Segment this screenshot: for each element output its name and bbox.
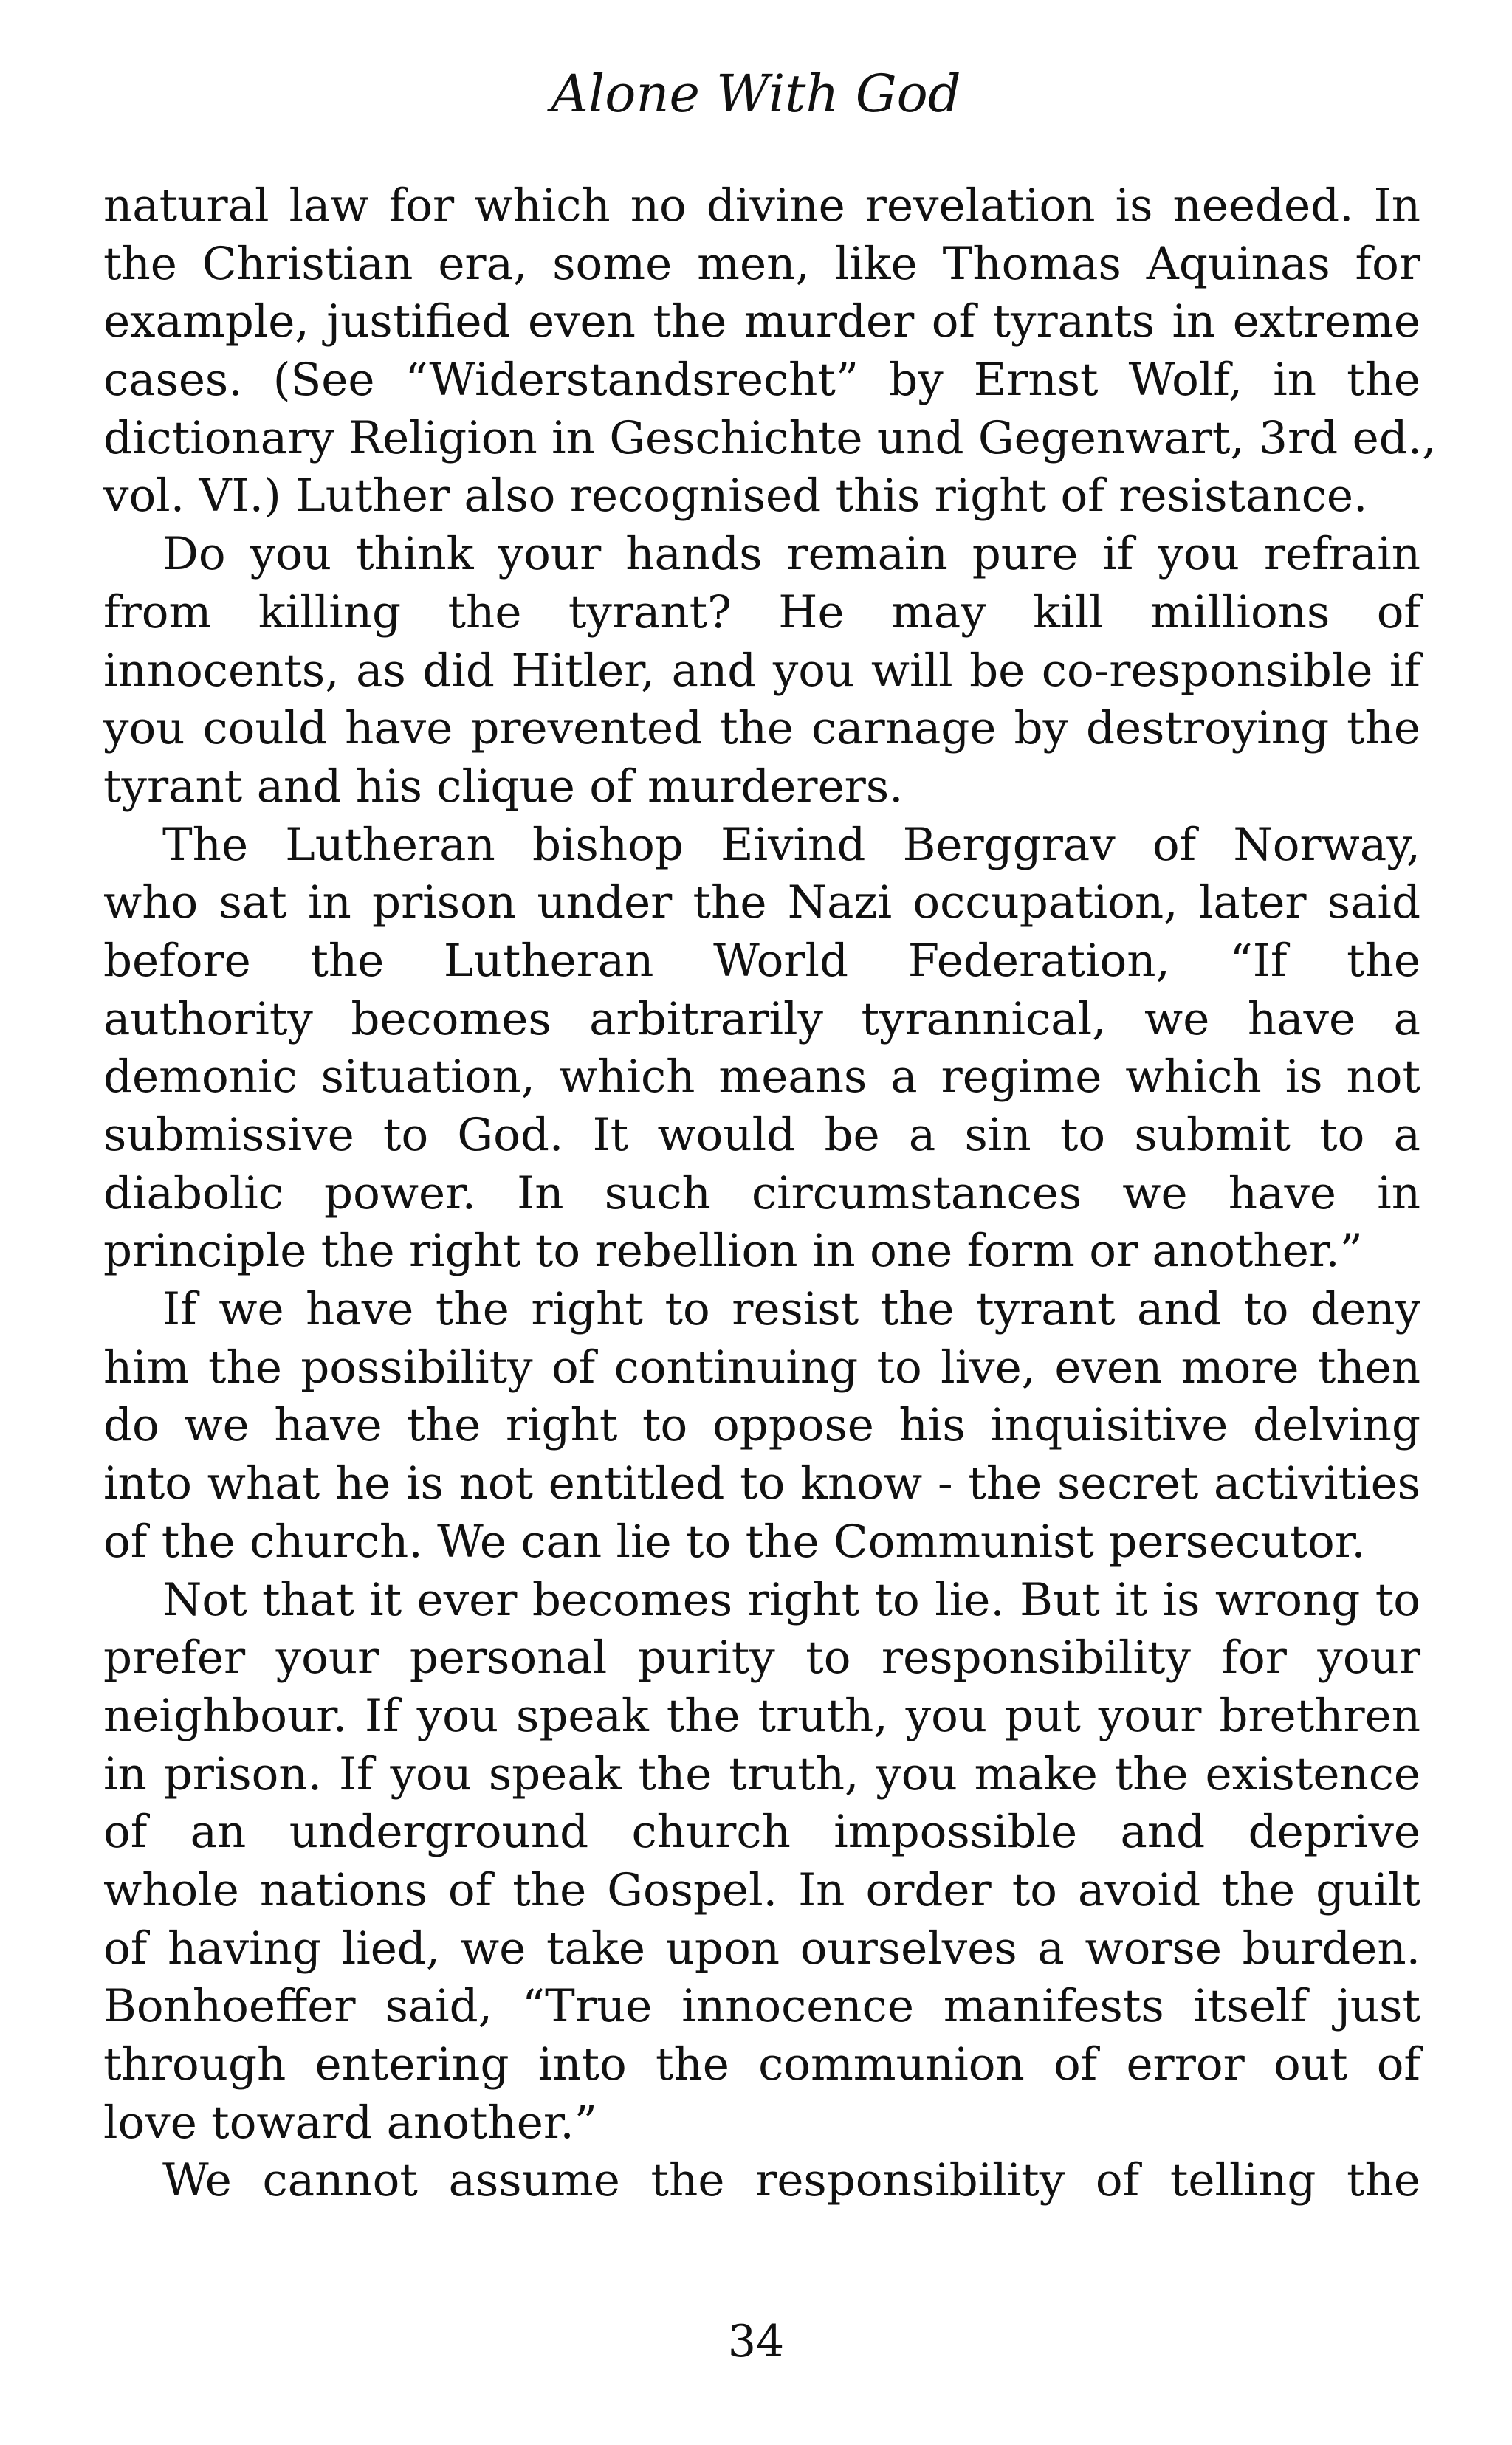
text-line: before the Lutheran World Federation, “If the	[103, 934, 1420, 987]
text-line: love toward another.”	[103, 2096, 597, 2149]
text-line: do we have the right to oppose his inquisitive delving	[103, 1399, 1420, 1452]
text-line: example, justified even the murder of tyrants in extreme	[103, 295, 1420, 348]
text-line: Not that it ever becomes right to lie. But it is wrong to	[162, 1573, 1420, 1626]
text-line: principle the right to rebellion in one form or another.”	[103, 1225, 1363, 1278]
text-line: tyrant and his clique of murderers.	[103, 760, 904, 813]
text-line: the Christian era, some men, like Thomas Aquinas for	[103, 237, 1420, 290]
text-line: him the possibility of continuing to live, even more then	[103, 1341, 1420, 1394]
text-line: you could have prevented the carnage by destroying the	[103, 702, 1420, 755]
text-line: from killing the tyrant? He may kill millions of	[103, 585, 1420, 639]
text-line: diabolic power. In such circumstances we have in	[103, 1166, 1420, 1220]
page-number: 34	[727, 2316, 785, 2367]
text-line: vol. VI.) Luther also recognised this right of resistance.	[103, 470, 1368, 523]
text-line: Do you think your hands remain pure if you refrain	[162, 528, 1420, 581]
text-line: whole nations of the Gospel. In order to avoid the guilt	[103, 1863, 1420, 1916]
text-line: through entering into the communion of error out of	[103, 2038, 1420, 2091]
body-text	[103, 177, 1437, 2210]
text-line: innocents, as did Hitler, and you will be co-responsible if	[103, 644, 1420, 697]
text-line: of having lied, we take upon ourselves a worse burden.	[103, 1922, 1420, 1975]
text-line: neighbour. If you speak the truth, you put your brethren	[103, 1689, 1420, 1742]
text-line: Bonhoeffer said, “True innocence manifests itself just	[103, 1980, 1420, 2033]
text-line: of an underground church impossible and deprive	[103, 1806, 1420, 1859]
text-line: who sat in prison under the Nazi occupation, later said	[103, 876, 1420, 929]
text-line: authority becomes arbitrarily tyrannical, we have a	[103, 992, 1420, 1045]
text-line: The Lutheran bishop Eivind Berggrav of Norway,	[162, 818, 1420, 871]
text-line: natural law for which no divine revelation is needed. In	[103, 179, 1420, 232]
running-head: Alone With God	[551, 63, 961, 124]
text-line: dictionary Religion in Geschichte und Gegenwart, 3rd ed.,	[103, 411, 1437, 464]
text-line: cases. (See “Widerstandsrecht” by Ernst Wolf, in the	[103, 354, 1420, 407]
text-line: in prison. If you speak the truth, you make the existence	[103, 1747, 1420, 1801]
text-line: of the church. We can lie to the Communist persecutor.	[103, 1515, 1366, 1568]
text-line: submissive to God. It would be a sin to submit to a	[103, 1109, 1420, 1161]
text-line: If we have the right to resist the tyrant and to deny	[162, 1283, 1420, 1336]
text-line: demonic situation, which means a regime which is not	[103, 1050, 1420, 1104]
text-line: prefer your personal purity to responsibility for your	[103, 1631, 1420, 1685]
text-line: into what he is not entitled to know - the secret activities	[103, 1457, 1420, 1510]
text-line: We cannot assume the responsibility of telling the	[162, 2154, 1420, 2207]
